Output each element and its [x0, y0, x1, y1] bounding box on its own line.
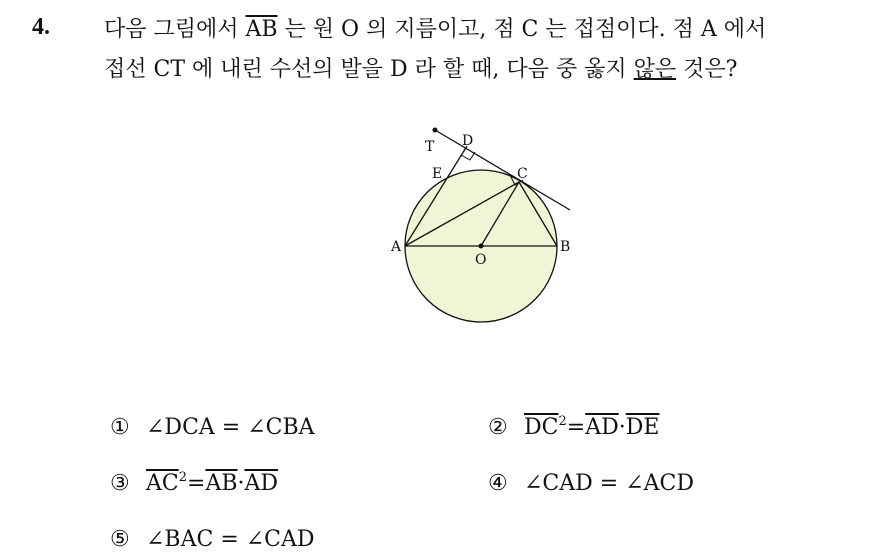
choice-3-seg-ab: $\overline{AB}$ — [205, 471, 238, 496]
choice-5-number: ⑤ — [110, 527, 130, 552]
choice-2-seg-dc: $\overline{DC}$ — [524, 415, 559, 440]
choice-1-text: ∠DCA = ∠CBA — [146, 415, 315, 440]
label-o: O — [475, 252, 487, 268]
question-text-end: 것은? — [676, 57, 738, 82]
choice-3-seg-ad: $\overline{AD}$ — [244, 471, 279, 496]
label-c: C — [517, 166, 528, 182]
choice-2[interactable] — [488, 414, 659, 442]
question-text-pre-2: 접선 CT 에 내린 수선의 발을 D 라 할 때, 다음 중 옳지 — [104, 57, 634, 82]
choice-3-dot: · — [237, 471, 245, 496]
choice-1[interactable] — [110, 414, 315, 442]
underlined-word: 않은 — [633, 57, 677, 82]
question-number: 4. — [32, 14, 50, 40]
geometry-figure — [380, 118, 580, 338]
choice-2-dot: · — [618, 415, 626, 440]
segment-ab: $\overline{AB}$ — [245, 17, 278, 42]
choice-2-number: ② — [488, 415, 508, 440]
label-a: A — [391, 239, 402, 255]
label-b: B — [560, 239, 571, 255]
choice-4[interactable] — [488, 470, 694, 498]
choice-1-number: ① — [110, 415, 130, 440]
label-d: D — [462, 133, 474, 149]
question-text-post: 는 원 O 의 지름이고, 점 C 는 접점이다. 점 A 에서 — [277, 17, 767, 42]
choice-2-equals: = — [566, 415, 586, 440]
choice-5-text: ∠BAC = ∠CAD — [146, 527, 315, 552]
question-line-2 — [104, 56, 737, 84]
question-text-pre: 다음 그림에서 — [104, 17, 246, 42]
point-o — [479, 244, 484, 249]
label-t: T — [425, 139, 435, 155]
question-line-1 — [104, 16, 766, 44]
choice-4-number: ④ — [488, 471, 508, 496]
choice-2-seg-ad: $\overline{AD}$ — [585, 415, 619, 440]
choice-3-number: ③ — [110, 471, 130, 496]
geometry-diagram — [380, 118, 580, 338]
choice-4-text: ∠CAD = ∠ACD — [524, 471, 695, 496]
point-t — [433, 128, 438, 133]
choice-5[interactable] — [110, 526, 315, 554]
label-e: E — [432, 166, 443, 182]
choice-2-seg-de: $\overline{DE}$ — [625, 415, 660, 440]
choice-3[interactable] — [110, 470, 278, 498]
choice-2-exponent: 2 — [558, 414, 567, 429]
choice-3-equals: = — [187, 471, 206, 496]
choice-3-exponent: 2 — [178, 470, 188, 485]
choice-3-seg-ac: $\overline{AC}$ — [146, 471, 179, 496]
